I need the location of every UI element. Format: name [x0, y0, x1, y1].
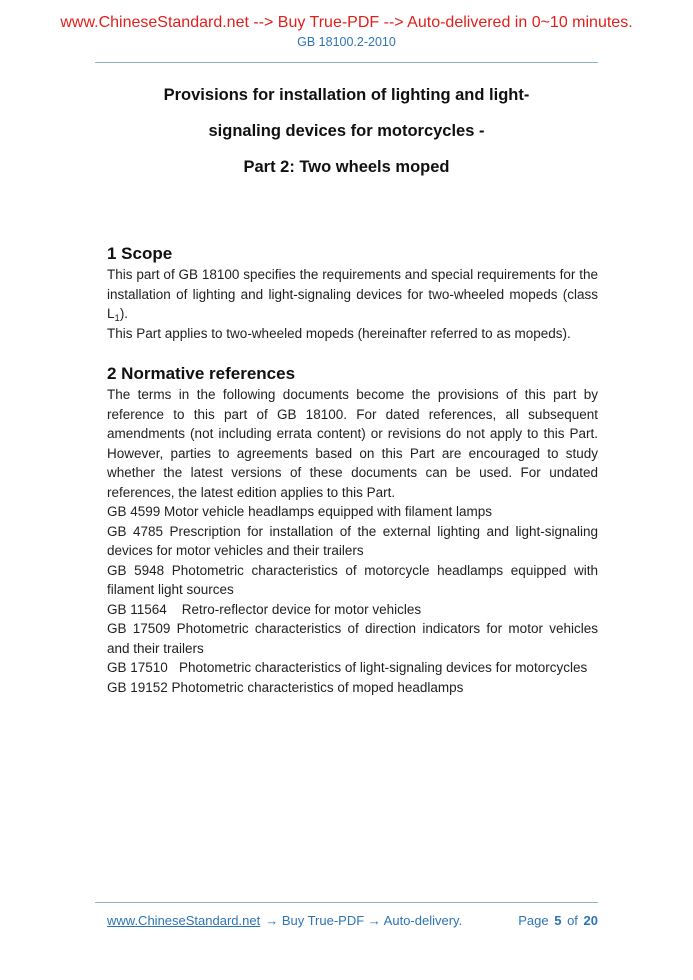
page-of-label: of	[567, 913, 578, 928]
reference-item-gb11564: GB 11564 Retro-reflector device for motor vehicles	[107, 601, 422, 617]
section-heading-scope: 1 Scope	[107, 244, 173, 263]
class-l1-subscript: 1	[114, 313, 120, 324]
normative-intro-paragraph: The terms in the following documents become the provisions of this part by reference to this part of GB 18100. For dated references, all subsequent amendments (not including errata content) or revisions do not apply to this Part. However, parties to agreements based on this Part are encouraged to study whether the latest versions of these documents can be used. For undated references, the latest edition applies to this Part.	[107, 387, 598, 500]
reference-item-gb5948: GB 5948 Photometric characteristics of motorcycle headlamps equipped with filament light sources	[107, 562, 598, 597]
page-indicator	[518, 913, 598, 929]
section-heading-normative-references: 2 Normative references	[107, 364, 296, 383]
reference-item-gb4599: GB 4599 Motor vehicle headlamps equipped with filament lamps	[107, 504, 492, 519]
footer-tagline: → Buy True-PDF → Auto-delivery.	[265, 913, 463, 928]
title-line-2: signaling devices for motorcycles -	[208, 122, 485, 140]
page-label: Page	[518, 913, 549, 928]
document-title	[0, 77, 693, 185]
scope-paragraph-1-text: This part of GB 18100 specifies the requirements and special requirements for the installation of lighting and light-signaling devices for two-wheeled mopeds (class L	[107, 267, 598, 321]
page-total: 20	[583, 913, 598, 928]
scope-paragraph-1-end: ).	[119, 306, 129, 321]
footer-left	[107, 913, 462, 929]
reference-item-gb17509: GB 17509 Photometric characteristics of direction indicators for motor vehicles and their trailers	[107, 621, 598, 656]
reference-item-gb19152: GB 19152 Photometric characteristics of moped headlamps	[107, 679, 464, 695]
header-divider	[95, 62, 598, 63]
scope-paragraph-1	[107, 265, 598, 324]
footer	[107, 913, 598, 929]
title-line-3: Part 2: Two wheels moped	[243, 158, 450, 176]
reference-item-gb17510: GB 17510 Photometric characteristics of light-signaling devices for motorcycles	[107, 660, 588, 675]
reference-item-gb4785: GB 4785 Prescription for installation of the external lighting and light-signaling devices for motor vehicles and their trailers	[107, 523, 598, 558]
title-line-1: Provisions for installation of lighting and light-	[163, 86, 530, 104]
page-current: 5	[554, 913, 562, 928]
standard-code: GB 18100.2-2010	[297, 35, 396, 49]
footer-site-link[interactable]: www.ChineseStandard.net	[107, 913, 261, 928]
document-body	[107, 243, 598, 697]
top-banner-text: www.ChineseStandard.net --> Buy True-PDF --> Auto-delivered in 0~10 minutes.	[60, 14, 633, 31]
scope-paragraph-2: This Part applies to two-wheeled mopeds (hereinafter referred to as mopeds).	[107, 325, 571, 341]
footer-divider	[95, 902, 598, 903]
